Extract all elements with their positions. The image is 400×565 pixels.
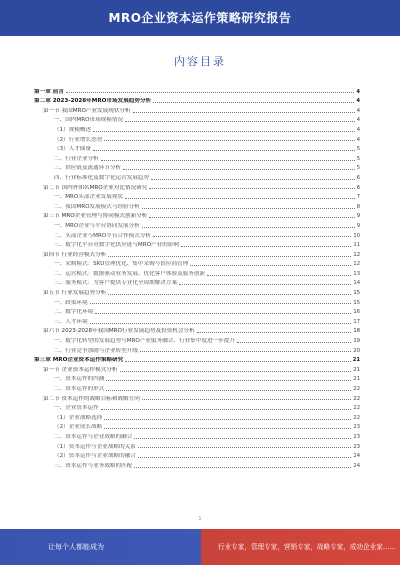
toc-entry[interactable] (34, 315, 360, 325)
toc-entry-label: （1）企业战略选择 (54, 414, 103, 421)
toc-leader-dots (66, 92, 354, 93)
toc-entry-page: 4 (356, 136, 360, 143)
toc-entry-label: （2）行业增长态势 (54, 136, 103, 143)
toc-entry-page: 22 (353, 414, 360, 421)
toc-entry[interactable] (34, 152, 360, 162)
toc-leader-dots (93, 150, 355, 151)
toc-entry-label: 三、服务模式：为客户提供专业化全周期解决方案 (54, 280, 178, 287)
toc-entry[interactable] (34, 171, 360, 181)
toc-entry-page: 6 (356, 184, 360, 191)
toc-leader-dots (142, 208, 355, 209)
toc-entry-label: 第三章 MRO企业资本运作策略研究 (34, 357, 124, 364)
toc-entry-label: 二、数字化环境 (54, 309, 94, 316)
toc-leader-dots (123, 169, 355, 170)
toc-leader-dots (149, 188, 354, 189)
toc-leader-dots (90, 323, 352, 324)
toc-entry-page: 22 (353, 405, 360, 412)
toc-entry-page: 18 (353, 328, 360, 335)
toc-entry[interactable] (34, 344, 360, 354)
toc-entry-page: 17 (353, 318, 360, 325)
toc-entry[interactable] (34, 402, 360, 412)
toc-entry-label: 第六节 2023-2028年我国MRO行业发展趋势及投资机会分析 (43, 328, 195, 335)
toc-entry[interactable] (34, 382, 360, 392)
toc-entry-page: 20 (353, 347, 360, 354)
toc-leader-dots (106, 380, 351, 381)
toc-entry-page: 8 (356, 203, 360, 210)
toc-entry-label: 第二节 资本运作的战略目标和战略方向 (43, 395, 140, 402)
toc-entry[interactable] (34, 114, 360, 124)
toc-entry-page: 15 (353, 299, 360, 306)
toc-entry-label: 第一节 企业资本运作模式分析 (43, 366, 118, 373)
toc-entry-page: 6 (356, 174, 360, 181)
toc-entry-page: 21 (353, 366, 360, 373)
toc-entry-label: （2）企业成长战略 (54, 424, 103, 431)
toc-entry[interactable] (34, 411, 360, 421)
toc-entry-page: 21 (353, 376, 360, 383)
toc-entry-label: （1）规模概述 (54, 126, 92, 133)
toc-leader-dots (179, 284, 351, 285)
toc-entry[interactable] (34, 191, 360, 201)
toc-entry-page: 4 (356, 88, 360, 95)
toc-leader-dots (90, 303, 352, 304)
toc-leader-dots (138, 447, 352, 448)
toc-leader-dots (95, 313, 351, 314)
footer-roles: 行业专家，管理专家，营销专家，战略专家，成功企业家…… (218, 543, 397, 551)
toc-entry[interactable] (34, 133, 360, 143)
toc-entry-page: 12 (353, 261, 360, 268)
toc-entry-page: 22 (353, 395, 360, 402)
toc-leader-dots (138, 457, 352, 458)
toc-entry-page: 24 (353, 453, 360, 460)
toc-leader-dots (104, 428, 351, 429)
toc-leader-dots (101, 160, 355, 161)
toc-entry-label: 三、数字化平台对数字化供应链与MRO产业的影响 (54, 242, 179, 249)
toc-entry-page: 22 (353, 386, 360, 392)
toc-entry-page: 10 (353, 232, 360, 239)
toc-entry-label: 一、国内MRO市场规模情况 (54, 117, 124, 124)
toc-entry-page: 11 (353, 242, 360, 249)
toc-entry[interactable] (34, 143, 360, 153)
toc-entry[interactable] (34, 95, 360, 105)
toc-entry[interactable] (34, 325, 360, 335)
toc-entry[interactable] (34, 258, 360, 268)
toc-leader-dots (125, 361, 350, 362)
toc-entry[interactable] (34, 248, 360, 258)
toc-entry[interactable] (34, 239, 360, 249)
toc-leader-dots (101, 409, 352, 410)
toc-entry-label: 一、资本运作的内涵 (54, 376, 105, 383)
toc-entry-label: 第一节 我国MRO产业发展现状分析 (43, 107, 131, 114)
toc-entry-page: 12 (353, 251, 360, 258)
toc-entry-page: 23 (353, 433, 360, 440)
toc-leader-dots (181, 246, 351, 247)
toc-leader-dots (151, 179, 355, 180)
toc-entry[interactable] (34, 229, 360, 239)
toc-entry-label: （1）资本运作与企业战略的关系 (54, 443, 136, 450)
toc-entry[interactable] (34, 162, 360, 172)
toc-entry-label: 第二节 国内外知名MRO企业对比情况研究 (43, 184, 148, 191)
toc-entry-label: 二、资本运作与企业战略的融合 (54, 433, 133, 440)
toc-entry-page: 23 (353, 424, 360, 431)
toc-entry[interactable] (34, 392, 360, 402)
toc-entry[interactable] (34, 219, 360, 229)
table-of-contents (34, 85, 360, 469)
toc-entry-page: 5 (356, 146, 360, 153)
toc-leader-dots (104, 419, 351, 420)
toc-entry[interactable] (34, 459, 360, 469)
toc-heading: 内容目录 (174, 55, 226, 68)
toc-entry-label: 三、资本运作与业务战略的匹配 (54, 462, 133, 469)
toc-entry[interactable] (34, 373, 360, 383)
toc-entry-page: 4 (356, 126, 360, 133)
toc-entry-label: 二、行业企业分析 (54, 155, 99, 162)
toc-entry-label: 一、MRO头部企业发展现状 (54, 194, 124, 201)
toc-entry-label: 第三节 MRO企业管理与协同模式创新分析 (43, 213, 148, 220)
toc-entry-label: 一、采购模式：SKU管理优化、集中采购与供应商管理 (54, 261, 189, 268)
toc-entry-page: 24 (353, 462, 360, 469)
toc-entry-label: 二、我国MRO发展模式与经验分析 (54, 203, 140, 210)
toc-entry-page: 23 (353, 443, 360, 450)
toc-entry-page: 4 (356, 98, 360, 105)
toc-entry[interactable] (34, 334, 360, 344)
toc-leader-dots (197, 332, 352, 333)
toc-entry[interactable] (34, 85, 360, 95)
toc-entry-page: 16 (353, 309, 360, 316)
toc-entry-label: 三、人才环境 (54, 318, 88, 325)
toc-entry[interactable] (34, 181, 360, 191)
toc-entry-label: 二、行业竞争加剧与企业转型升级 (54, 347, 138, 354)
toc-leader-dots (142, 399, 352, 400)
toc-leader-dots (133, 112, 355, 113)
toc-entry-label: （2）资本运作与企业战略的融合 (54, 453, 136, 460)
toc-entry-page: 9 (356, 213, 360, 220)
toc-entry-page: 15 (353, 290, 360, 297)
toc-entry-page: 14 (353, 280, 360, 287)
toc-entry[interactable] (34, 450, 360, 460)
report-header (0, 0, 400, 36)
footer-banner (0, 529, 400, 565)
toc-entry-label: 三、供应链及流通环节分析 (54, 165, 122, 172)
toc-entry-page: 13 (353, 270, 360, 277)
toc-leader-dots (108, 256, 351, 257)
toc-entry-label: 二、运营模式：数据驱动业务发展、优化客户体验及服务创新 (54, 270, 206, 277)
toc-entry[interactable] (34, 267, 360, 277)
toc-entry-page: 9 (356, 222, 360, 229)
toc-leader-dots (149, 217, 354, 218)
toc-entry[interactable] (34, 354, 360, 364)
toc-leader-dots (142, 227, 355, 228)
toc-leader-dots (108, 294, 351, 295)
toc-entry[interactable] (34, 210, 360, 220)
toc-leader-dots (125, 121, 355, 122)
toc-entry-page: 5 (356, 155, 360, 162)
toc-leader-dots (140, 351, 351, 352)
report-title: MRO企业资本运作策略研究报告 (108, 11, 292, 25)
toc-entry[interactable] (34, 296, 360, 306)
toc-leader-dots (106, 390, 351, 391)
toc-entry-label: 第一章 前言 (34, 88, 64, 95)
toc-entry-label: 一、政策环境 (54, 299, 88, 306)
toc-entry[interactable] (34, 200, 360, 210)
toc-entry-page: 4 (356, 107, 360, 114)
toc-entry[interactable] (34, 286, 360, 296)
toc-leader-dots (237, 342, 351, 343)
toc-entry[interactable] (34, 306, 360, 316)
toc-leader-dots (104, 140, 354, 141)
toc-entry-label: 第五节 行业发展趋势分析 (43, 290, 107, 297)
toc-leader-dots (120, 371, 352, 372)
toc-leader-dots (207, 275, 351, 276)
toc-entry[interactable] (34, 277, 360, 287)
toc-leader-dots (153, 236, 351, 237)
toc-entry-label: 第四节 行业经营模式分析 (43, 251, 107, 258)
toc-entry[interactable] (34, 440, 360, 450)
toc-leader-dots (134, 467, 351, 468)
toc-entry-page: 19 (353, 338, 360, 345)
page-number: 1 (198, 516, 202, 522)
toc-entry-label: 第二章 2023-2028年MRO市场发展趋势分析 (34, 98, 152, 105)
toc-leader-dots (125, 198, 355, 199)
toc-entry-page: 21 (352, 357, 360, 364)
toc-entry[interactable] (34, 421, 360, 431)
toc-leader-dots (190, 265, 351, 266)
toc-leader-dots (134, 438, 351, 439)
toc-entry-label: 一、企业资本运作 (54, 405, 99, 412)
toc-entry-page: 5 (356, 165, 360, 172)
toc-entry-label: 二、头部企业与MRO平台合作模式分析 (54, 232, 152, 239)
toc-entry-label: （3）人才储备 (54, 146, 92, 153)
footer-slogan: 让每个人都能成为 (48, 543, 104, 551)
toc-entry[interactable] (34, 104, 360, 114)
toc-entry[interactable] (34, 123, 360, 133)
toc-entry[interactable] (34, 430, 360, 440)
toc-entry-page: 7 (356, 194, 360, 201)
toc-entry-label: 一、MRO企业与平台协同发展分析 (54, 222, 140, 229)
toc-entry-page: 4 (356, 117, 360, 124)
toc-entry-label: 二、资本运作的形式 (54, 386, 105, 392)
toc-entry-label: 四、行业标准化及数字化运营发展趋势 (54, 174, 150, 181)
toc-leader-dots (153, 102, 354, 103)
toc-entry[interactable] (34, 363, 360, 373)
toc-leader-dots (93, 131, 355, 132)
toc-entry-label: 一、数字化转型的发展趋势与MRO产业服务融合、行业集中度进一步提升 (54, 338, 235, 345)
